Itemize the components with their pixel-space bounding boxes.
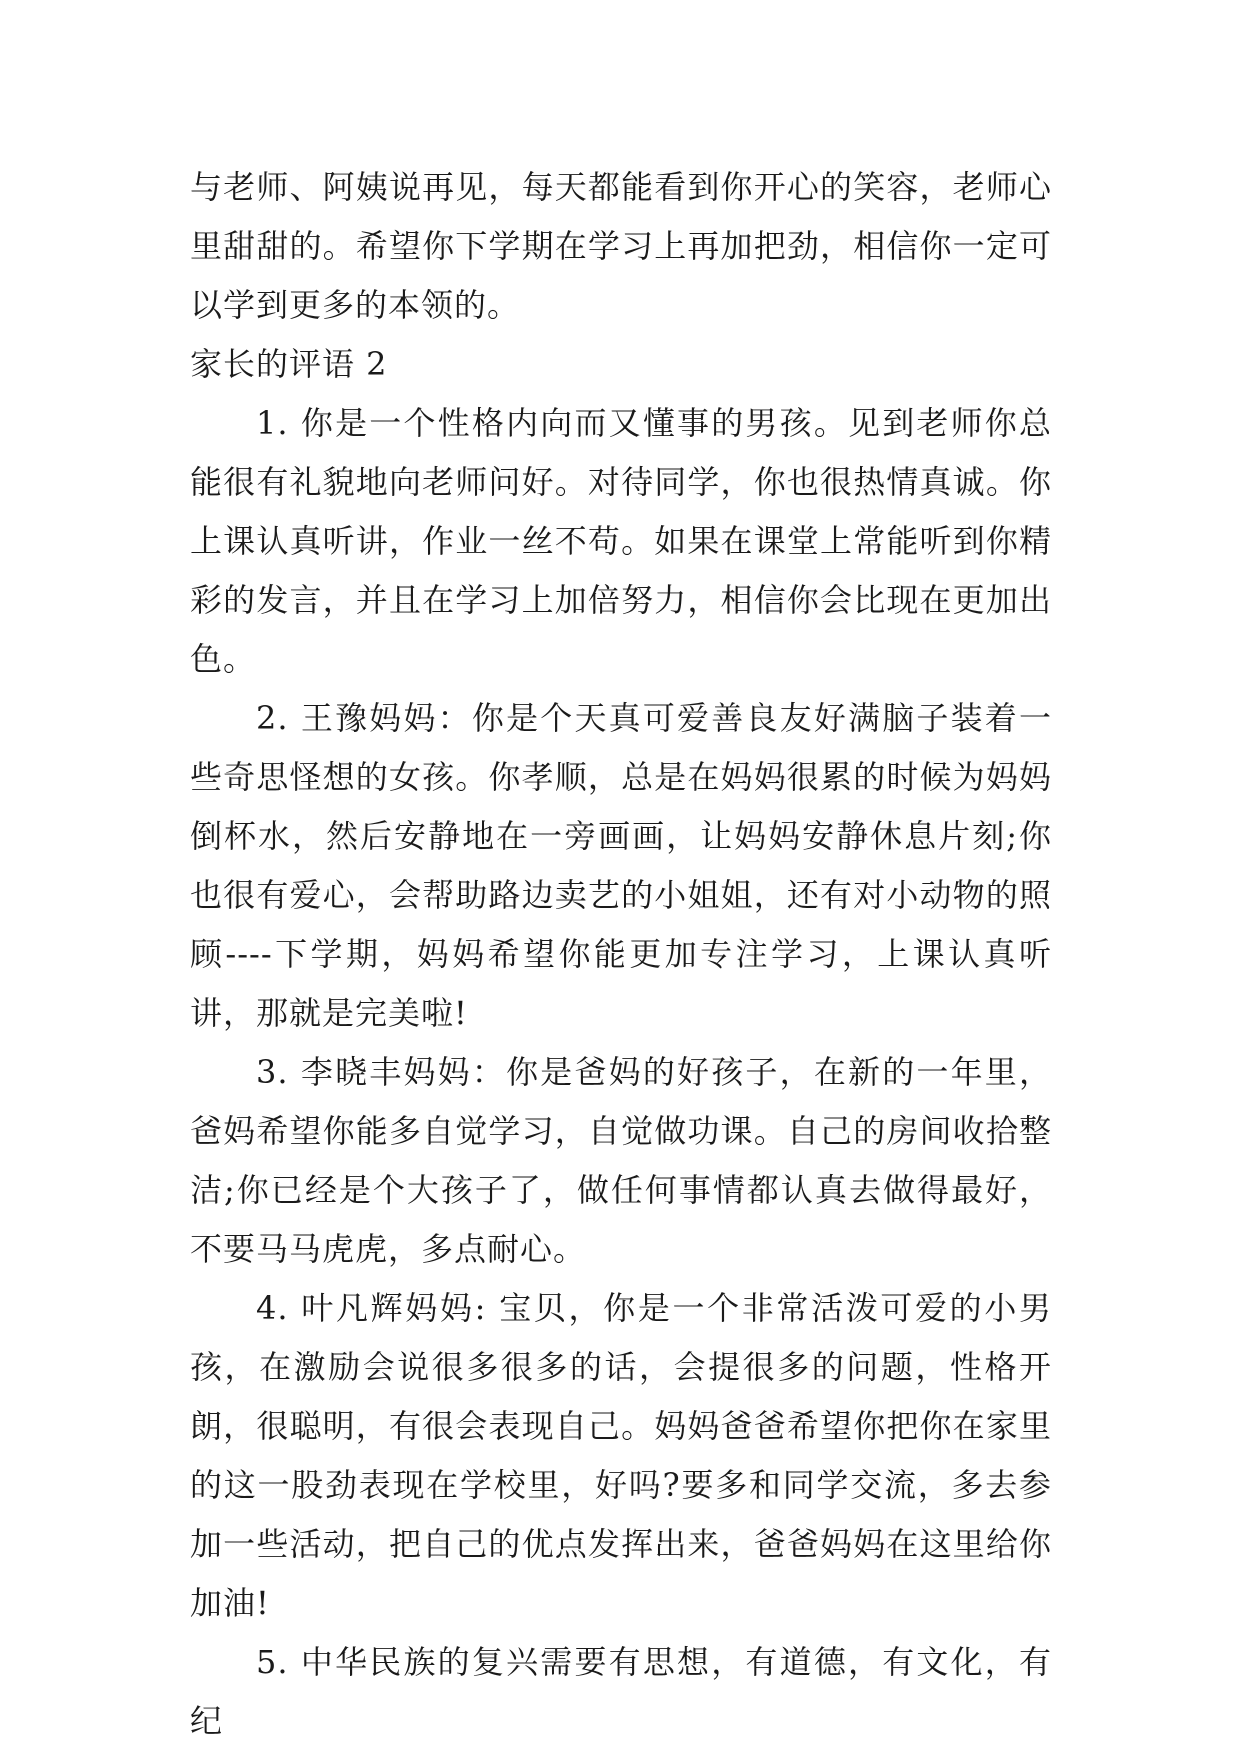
comment-item-4: 4. 叶凡辉妈妈: 宝贝，你是一个非常活泼可爱的小男孩，在激励会说很多很多的话，会提很多的问题，性格开朗，很聪明，有很会表现自己。妈妈爸爸希望你把你在家里的这一股劲表现在学校里，好吗?要多和同学交流，多去参加一些活动，把自己的优点发挥出来，爸爸妈妈在这里给你加油! (190, 1289, 1052, 1622)
section-heading: 家长的评语 2 (190, 345, 388, 383)
paragraph-continuation: 与老师、阿姨说再见，每天都能看到你开心的笑容，老师心里甜甜的。希望你下学期在学习上再加把劲，相信你一定可以学到更多的本领的。 (190, 168, 1052, 324)
comment-item-3: 3. 李晓丰妈妈：你是爸妈的好孩子，在新的一年里，爸妈希望你能多自觉学习，自觉做功课。自己的房间收拾整洁;你已经是个大孩子了，做任何事情都认真去做得最好，不要马马虎虎，多点耐心。 (190, 1053, 1052, 1268)
comment-item-1: 1. 你是一个性格内向而又懂事的男孩。见到老师你总能很有礼貌地向老师问好。对待同学，你也很热情真诚。你上课认真听讲，作业一丝不苟。如果在课堂上常能听到你精彩的发言，并且在学习上加倍努力，相信你会比现在更加出色。 (190, 404, 1052, 678)
comment-item-2: 2. 王豫妈妈：你是个天真可爱善良友好满脑子装着一些奇思怪想的女孩。你孝顺，总是在妈妈很累的时候为妈妈倒杯水，然后安静地在一旁画画，让妈妈安静休息片刻;你也很有爱心，会帮助路边卖艺的小姐姐，还有对小动物的照顾----下学期，妈妈希望你能更加专注学习，上课认真听讲，那就是完美啦! (190, 699, 1052, 1032)
comment-item-5: 5. 中华民族的复兴需要有思想，有道德，有文化，有纪 (190, 1643, 1052, 1740)
document-body (190, 158, 1052, 1751)
